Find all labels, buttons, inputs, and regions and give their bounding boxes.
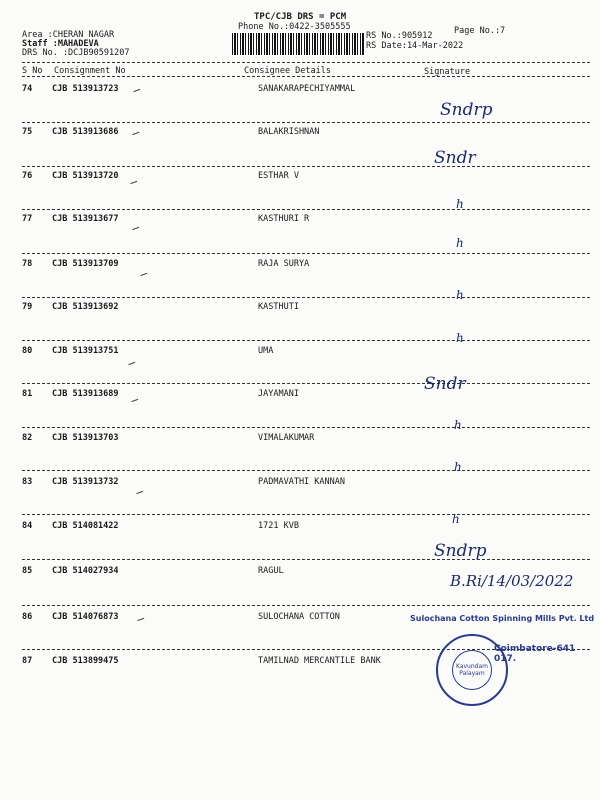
signature-date: B.Ri/14/03/2022 xyxy=(450,572,574,590)
row-sno: 74 xyxy=(22,84,33,94)
signature-74: Sndrp xyxy=(440,100,493,120)
row-sno: 79 xyxy=(22,302,33,312)
drs-number: DRS No. :DCJB90591207 xyxy=(22,48,130,58)
row-consignee: TAMILNAD MERCANTILE BANK xyxy=(258,656,381,666)
row-sno: 87 xyxy=(22,656,33,666)
row-divider xyxy=(22,166,590,167)
row-consignment: CJB 513913703 xyxy=(52,433,119,443)
row-consignee: RAJA SURYA xyxy=(258,259,310,269)
signature-81: Sndr xyxy=(424,374,466,394)
page-number: Page No.:7 xyxy=(454,26,506,36)
row-sno: 76 xyxy=(22,171,33,181)
row-consignee: UMA xyxy=(258,346,274,356)
row-consignment: CJB 514027934 xyxy=(52,566,119,576)
row-consignee: RAGUL xyxy=(258,566,284,576)
row-divider xyxy=(22,253,590,254)
row-consignee: SULOCHANA COTTON xyxy=(258,612,340,622)
table-row xyxy=(0,127,600,171)
row-sno: 78 xyxy=(22,259,33,269)
row-consignment: CJB 514076873 xyxy=(52,612,119,622)
row-consignment: CJB 513913720 xyxy=(52,171,119,181)
row-sno: 81 xyxy=(22,389,33,399)
row-consignee: SANAKARAPECHIYAMMAL xyxy=(258,84,356,94)
rs-date: RS Date:14-Mar-2022 xyxy=(366,41,464,51)
divider xyxy=(22,76,590,77)
table-row xyxy=(0,214,600,258)
row-consignment: CJB 514081422 xyxy=(52,521,119,531)
row-divider xyxy=(22,209,590,210)
pin-stamp: Coimbatore-641 017. xyxy=(494,644,576,664)
signature-80: h xyxy=(456,331,464,345)
row-sno: 84 xyxy=(22,521,33,531)
column-sno: S No xyxy=(22,66,43,76)
row-consignment: CJB 513899475 xyxy=(52,656,119,666)
row-divider xyxy=(22,340,590,341)
row-sno: 86 xyxy=(22,612,33,622)
row-sno: 77 xyxy=(22,214,33,224)
row-divider xyxy=(22,559,590,560)
row-consignee: KASTHUTI xyxy=(258,302,299,312)
phone-number: Phone No.:0422-3505555 xyxy=(238,22,351,32)
signature-75: Sndr xyxy=(434,148,476,168)
row-consignee: JAYAMANI xyxy=(258,389,299,399)
seal-inner xyxy=(452,650,492,690)
row-consignment: CJB 513913751 xyxy=(52,346,119,356)
signature-79: h xyxy=(456,288,464,302)
column-consignee: Consignee Details xyxy=(244,66,331,76)
row-divider xyxy=(22,383,590,384)
signature-82: h xyxy=(454,418,462,432)
document-title: TPC/CJB DRS = PCM xyxy=(254,12,347,22)
row-divider xyxy=(22,427,590,428)
column-consignment: Consignment No xyxy=(54,66,126,76)
seal-text: Kavundam Palayam xyxy=(456,663,488,677)
signature-83: h xyxy=(454,460,462,474)
row-consignment: CJB 513913732 xyxy=(52,477,119,487)
row-consignment: CJB 513913692 xyxy=(52,302,119,312)
row-consignment: CJB 513913677 xyxy=(52,214,119,224)
row-divider xyxy=(22,470,590,471)
row-consignee: PADMAVATHI KANNAN xyxy=(258,477,345,487)
row-sno: 85 xyxy=(22,566,33,576)
company-stamp: Sulochana Cotton Spinning Mills Pvt. Ltd xyxy=(410,614,595,623)
row-divider xyxy=(22,297,590,298)
area-label: Area :CHERAN NAGAR xyxy=(22,30,115,40)
signature-85: Sndrp xyxy=(434,541,487,561)
row-consignee: ESTHAR V xyxy=(258,171,299,181)
column-signature: Signature xyxy=(424,67,471,77)
row-consignee: BALAKRISHNAN xyxy=(258,127,320,137)
row-sno: 82 xyxy=(22,433,33,443)
row-consignee: 1721 KVB xyxy=(258,521,299,531)
signature-84: h xyxy=(452,512,460,526)
row-consignment: CJB 513913723 xyxy=(52,84,119,94)
row-consignment: CJB 513913709 xyxy=(52,259,119,269)
row-consignee: VIMALAKUMAR xyxy=(258,433,315,443)
row-consignee: KASTHURI R xyxy=(258,214,310,224)
row-consignment: CJB 513913689 xyxy=(52,389,119,399)
divider xyxy=(22,62,590,63)
signature-77: h xyxy=(456,197,464,211)
round-seal xyxy=(436,634,508,706)
row-divider xyxy=(22,122,590,123)
signature-78: h xyxy=(456,236,464,250)
row-divider xyxy=(22,514,590,515)
row-consignment: CJB 513913686 xyxy=(52,127,119,137)
staff-label: Staff :MAHADEVA xyxy=(22,39,99,49)
row-sno: 75 xyxy=(22,127,33,137)
row-sno: 80 xyxy=(22,346,33,356)
row-divider xyxy=(22,605,590,606)
barcode xyxy=(232,33,364,55)
row-sno: 83 xyxy=(22,477,33,487)
rs-number: RS No.:905912 xyxy=(366,31,433,41)
